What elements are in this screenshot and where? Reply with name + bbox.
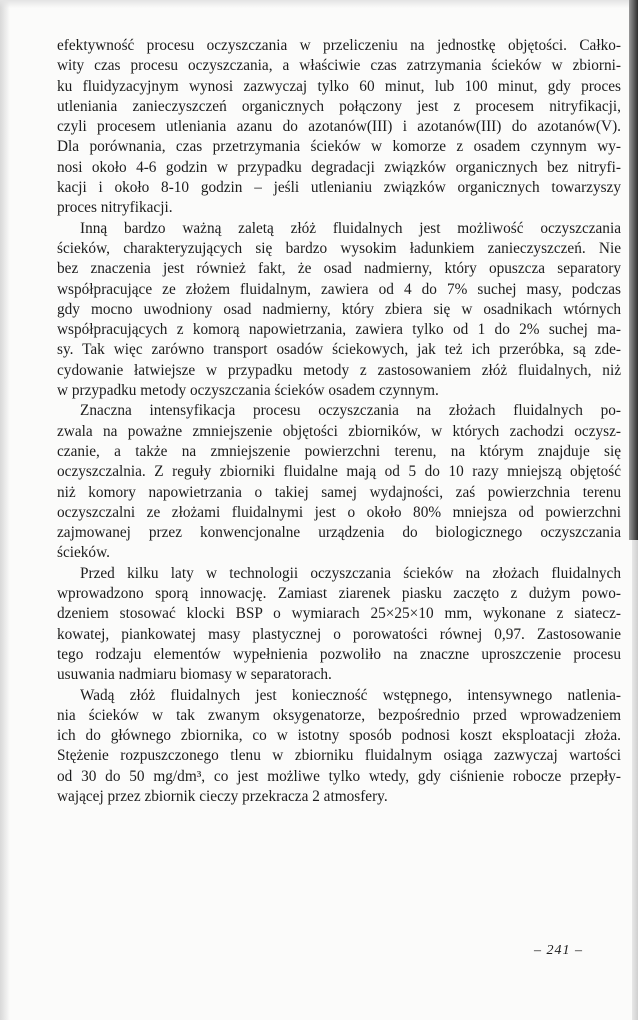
text-line: Inną bardzo ważną zaletą złóż fluidalnych jest możliwość oczyszczania [80,219,621,237]
text-line: zajmowanej przez konwencjonalne urządzenia do biologicznego oczyszczania [57,524,621,542]
text-line: gdy mocno uwodniony osad nadmierny, który zbiera się w osadnikach wtórnych [57,300,621,318]
text-line: wity czas procesu oczyszczania, a właściwie czas zatrzymania ścieków w zbiorni- [57,57,621,75]
scan-right-binding-shadow [629,0,638,540]
text-line: czyli procesem utleniania azanu do azotanów(III) i azotanów(III) do azotanów(V). [57,118,621,136]
text-line: ścieków. [57,544,110,562]
text-line: współpracujących z komorą napowietrzania, zawiera tylko od 1 do 2% suchej ma- [57,321,621,339]
text-line: Wadą złóż fluidalnych jest konieczność wstępnego, intensywnego natlenia- [80,686,621,704]
text-line: Znaczna intensyfikacja procesu oczyszczania na złożach fluidalnych po- [80,402,621,420]
text-line: nosi około 4-6 godzin w przypadku degradacji związków organicznych bez nitryfi- [57,158,621,176]
paragraph [57,219,621,402]
paragraph [57,401,621,563]
text-line: niż komory napowietrzania o takiej samej wydajności, zaś powierzchnia terenu [57,483,621,501]
scan-top-shadow [0,0,638,8]
text-line: wającej przez zbiornik cieczy przekracza 2 atmosfery. [57,787,388,805]
scan-left-shadow [0,0,10,1020]
text-line: Dla porównania, czas przetrzymania ścieków w komorze z osadem czynnym wy- [57,138,621,156]
paragraph [57,564,621,686]
text-line: oczyszczalni ze złożami fluidalnymi jest o około 80% mniejsza od powierzchni [57,503,621,521]
text-line: Przed kilku laty w technologii oczyszczania ścieków na złożach fluidalnych [80,564,621,582]
text-line: ścieków, charakteryzujących się bardzo wysokim ładunkiem zanieczyszczeń. Nie [57,239,621,257]
text-line: wprowadzono sporą innowację. Zamiast ziarenek piasku zaczęto z dużym powo- [57,585,621,603]
text-line: od 30 do 50 mg/dm³, co jest możliwe tylko wtedy, gdy ciśnienie robocze przepły- [57,767,621,785]
text-line: oczyszczalnia. Z reguły zbiorniki fluidalne mają od 5 do 10 razy mniejszą objętość [57,463,621,481]
text-line: tego rodzaju elementów wypełnienia pozwoliło na znaczne uproszczenie procesu [57,645,621,663]
text-line: usuwania nadmiaru biomasy w separatorach. [57,666,332,684]
text-line: kacji i około 8-10 godzin – jeśli utlenianiu związków organicznych towarzyszy [57,179,621,197]
text-line: efektywność procesu oczyszczania w przeliczeniu na jednostkę objętości. Całko- [57,37,621,54]
text-line: dzeniem stosować klocki BSP o wymiarach 25×25×10 mm, wykonane z siatecz- [57,605,621,623]
text-line: utleniania zanieczyszczeń organicznych połączony jest z procesem nitryfikacji, [57,97,621,115]
text-line: sy. Tak więc zarówno transport osadów ściekowych, jak też ich przeróbka, są zde- [57,341,621,359]
text-line: cydowanie łatwiejsze w przypadku metody z zastosowaniem złóż fluidalnych, niż [57,361,621,379]
text-line: bez znaczenia jest również fakt, że osad nadmierny, który opuszcza separatory [57,260,621,278]
text-line: współpracujące ze złożem fluidalnym, zawiera od 4 do 7% suchej masy, podczas [57,280,621,298]
text-line: Stężenie rozpuszczonego tlenu w zbiorniku fluidalnym osiąga zazwyczaj wartości [57,747,621,765]
text-line: ich do głównego zbiornika, co w istotny sposób podnosi koszt eksploatacji złoża. [57,727,621,745]
text-line: zwala na poważne zmniejszenie objętości zbiorników, w których zachodzi oczysz- [57,422,621,440]
page-number: – 241 – [534,943,583,958]
text-line: w przypadku metody oczyszczania ścieków osadem czynnym. [57,382,439,400]
text-line: kowatej, piankowatej masy plastycznej o porowatości równej 0,97. Zastosowanie [57,625,621,643]
paragraph [57,686,621,808]
text-line: nia ścieków w tak zwanym oksygenatorze, bezpośrednio przed wprowadzeniem [57,706,621,724]
scan-right-edge [632,540,638,1020]
text-line: proces nitryfikacji. [57,199,173,217]
body-text [57,36,621,807]
text-line: ku fluidyzacyjnym wynosi zazwyczaj tylko 60 minut, lub 100 minut, gdy proces [57,77,621,95]
text-line: czanie, a także na zmniejszenie powierzchni terenu, na którym znajduje się [57,442,621,460]
paragraph [57,36,621,219]
